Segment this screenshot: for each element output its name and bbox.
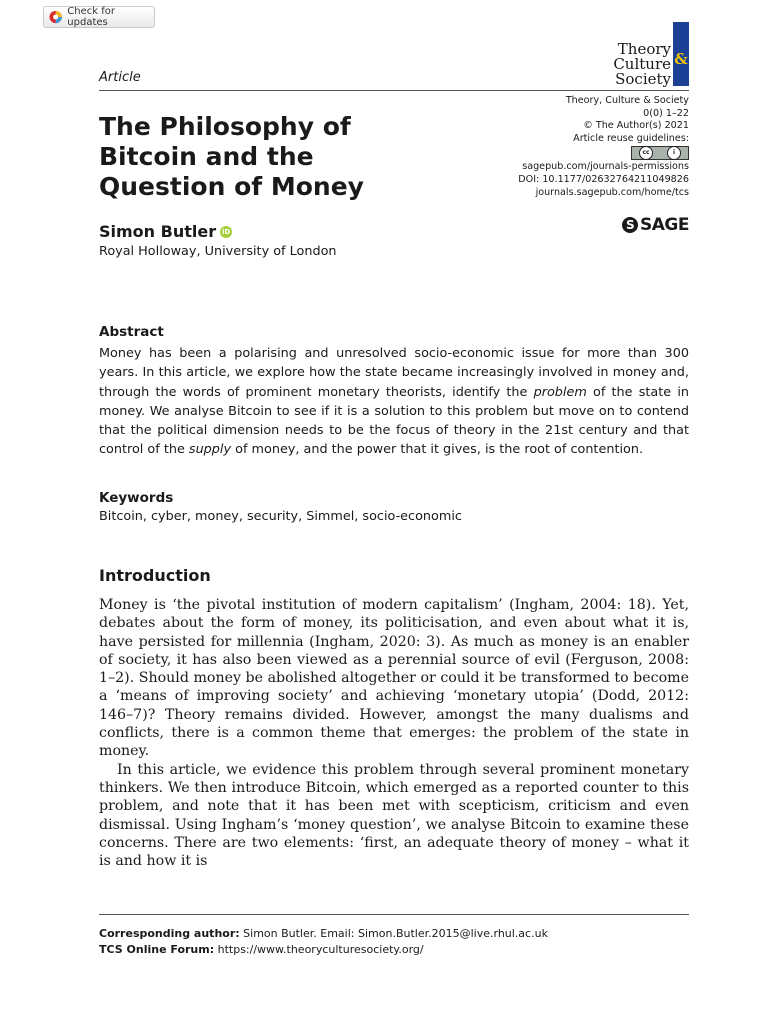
sage-s-icon: S bbox=[622, 217, 638, 233]
intro-paragraph-1: Money is ‘the pivotal institution of modern capitalism’ (Ingham, 2004: 18). Yet, debates about the form of money, its politicisation, and even about what it is, have persisted for millennia (Ingham, 2020: 3). As much as money is an enabler of society, it has also been viewed as a perennial source of evil (Ferguson, 2008: 1–2). Should money be abolished altogether or could it be transformed to become a ‘means of improving society’ and achieving ‘monetary utopia’ (Dodd, 2012: 146–7)? Theory remains divided. However, amongst the many dualisms and conflicts, there is a common theme that emerges: the problem of the state in money. bbox=[99, 597, 689, 760]
meta-copyright: © The Author(s) 2021 bbox=[583, 120, 689, 132]
meta-journal: Theory, Culture & Society bbox=[565, 95, 689, 106]
intro-paragraph-2: In this article, we evidence this problem through several prominent monetary thinkers. We then introduce Bitcoin, which emerged as a reported counter to this problem, and note that it has been met with scepticism, criticism and even dismissal. Using Ingham’s ‘money question’, we analyse Bitcoin to examine these concerns. There are two elements: ‘first, an adequate theory of money – what it is and how it is bbox=[99, 761, 689, 870]
journal-logo bbox=[613, 22, 689, 86]
abstract-em-supply: supply bbox=[188, 442, 232, 458]
corresponding-author-label: Corresponding author: bbox=[99, 927, 240, 940]
abstract-part-2: of the state in money. We analyse Bitcoin to see if it is a solution to this problem but move on to contend that the political dimension needs to be the focus of theory in the 21st century and that control of the bbox=[99, 384, 689, 458]
sage-logo bbox=[622, 215, 689, 235]
abstract-part-1: Money has been a polarising and unresolved socio-economic issue for more than 300 years. In this article, we explore how the state became increasingly involved in money and, through the words of prominent monetary theorists, identify the bbox=[99, 346, 689, 400]
article-type-label: Article bbox=[99, 70, 141, 85]
logo-society: Society bbox=[615, 70, 671, 88]
footer-notes bbox=[99, 926, 548, 958]
meta-reuse: Article reuse guidelines: bbox=[573, 132, 689, 144]
introduction-heading: Introduction bbox=[99, 566, 211, 585]
keywords-heading: Keywords bbox=[99, 490, 174, 506]
online-forum-label: TCS Online Forum: bbox=[99, 943, 215, 956]
check-for-updates-label: Check for updates bbox=[67, 6, 115, 28]
author-affiliation: Royal Holloway, University of London bbox=[99, 244, 337, 259]
author-line bbox=[99, 222, 232, 241]
logo-bar bbox=[673, 22, 689, 86]
online-forum-link[interactable]: https://www.theoryculturesociety.org/ bbox=[214, 943, 424, 956]
keywords-text: Bitcoin, cyber, money, security, Simmel, socio-economic bbox=[99, 509, 462, 524]
footer-rule bbox=[99, 914, 689, 915]
sage-wordmark: SAGE bbox=[640, 215, 689, 235]
article-title: The Philosophy of Bitcoin and the Question of Money bbox=[99, 112, 364, 201]
author-name[interactable]: Simon Butler bbox=[99, 222, 217, 241]
logo-ampersand: & bbox=[674, 50, 688, 68]
header-rule bbox=[99, 90, 689, 91]
orcid-icon[interactable]: iD bbox=[221, 227, 231, 236]
online-forum bbox=[99, 942, 548, 958]
logo-culture: Culture bbox=[613, 55, 671, 73]
meta-permissions-link[interactable]: sagepub.com/journals-permissions bbox=[522, 161, 689, 173]
abstract-em-problem: problem bbox=[533, 384, 587, 400]
meta-volume: 0(0) 1–22 bbox=[643, 107, 689, 119]
article-meta bbox=[518, 95, 689, 199]
abstract-part-3: of money, and the power that it gives, is the root of contention. bbox=[231, 442, 644, 458]
corresponding-author-text[interactable]: Simon Butler. Email: Simon.Butler.2015@live.rhul.ac.uk bbox=[239, 927, 548, 940]
check-for-updates-button[interactable] bbox=[43, 6, 155, 28]
logo-theory: Theory bbox=[617, 40, 671, 58]
abstract-heading: Abstract bbox=[99, 324, 164, 340]
meta-doi[interactable]: DOI: 10.1177/02632764211049826 bbox=[518, 173, 689, 185]
meta-journal-url[interactable]: journals.sagepub.com/home/tcs bbox=[535, 186, 689, 198]
crossmark-icon bbox=[49, 10, 62, 24]
creative-commons-icon: cc i bbox=[631, 146, 689, 160]
abstract-text bbox=[99, 344, 689, 460]
corresponding-author bbox=[99, 926, 548, 942]
introduction-body bbox=[99, 596, 689, 870]
